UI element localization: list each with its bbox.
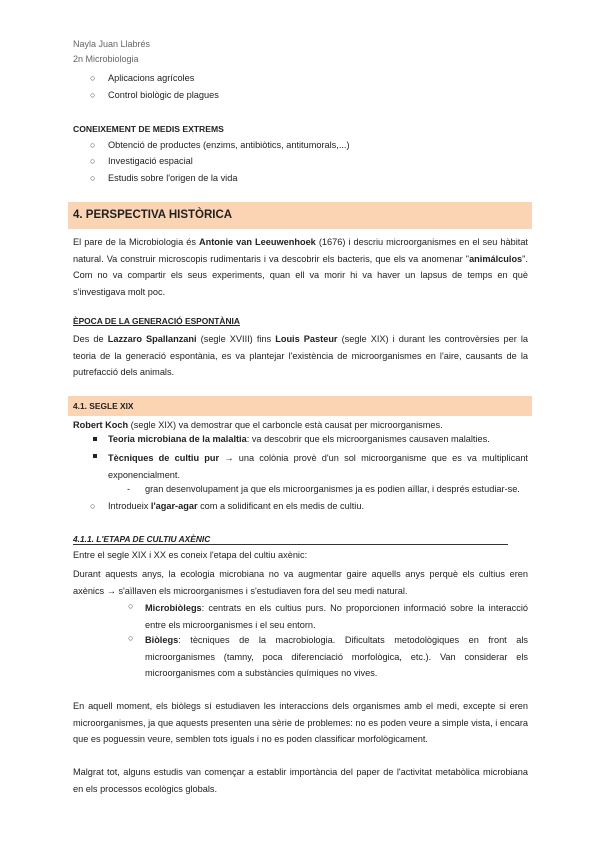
list-item: Biòlegs: tècniques de la macrobiologia. Dificultats metodològiques en front als microorganismes (tamny, poca diferenciació morfològica, etc.). Van considerar els microorganismes com a substàncies químiques no vives. — [145, 635, 528, 678]
course-name: 2n Microbiologia — [73, 54, 139, 64]
extreme-title: CONEIXEMENT DE MEDIS EXTREMS — [73, 124, 224, 134]
bullet-circle: ○ — [128, 601, 134, 611]
title-underline — [73, 544, 508, 545]
list-item: Obtenció de productes (enzims, antibiòtics, antitumorals,...) — [108, 140, 350, 150]
sub-item: gran desenvolupament ja que els microorganismes ja es podien aïllar, i després estudiar-se. — [145, 484, 520, 494]
bullet-circle: ○ — [90, 140, 96, 150]
bullet-circle: ○ — [90, 90, 96, 100]
bullet-circle: ○ — [90, 156, 96, 166]
paragraph: Malgrat tot, alguns estudis van començar a establir importància del paper de l'activitat metabòlica microbiana en els processos ecològics globals. — [73, 767, 528, 794]
list-item: Investigació espacial — [108, 156, 193, 166]
subsubsection-title: 4.1.1. L'ETAPA DE CULTIU AXÈNIC — [73, 534, 211, 544]
subsection-title: 4.1. SEGLE XIX — [73, 401, 134, 411]
author-name: Nayla Juan Llabrés — [73, 39, 151, 49]
bullet-square — [93, 454, 97, 458]
bullet-circle: ○ — [90, 173, 96, 183]
paragraph: Entre el segle XIX i XX es coneix l'etapa del cultiu axènic: — [73, 550, 308, 560]
subsection-heading-band — [68, 396, 532, 416]
paragraph: Durant aquests anys, la ecologia microbiana no va augmentar gaire aquells anys perquè els cultius eren axènics → s'aïllaven els microorganismes i s'estudiaven fora del seu medi natural. — [73, 569, 528, 596]
dash-bullet: - — [127, 484, 131, 494]
list-item: Introdueix l'agar-agar com a solidificant en els medis de cultiu. — [108, 501, 365, 511]
bullet-circle: ○ — [90, 501, 96, 511]
paragraph: En aquell moment, els biòlegs sí estudiaven les interaccions dels organismes amb el medi, excepte si eren microorganismes, ja que aquests presenten una sèrie de problemes: no es poden veure a simple vista, i encara que es poguessin veure, semblen tots iguals i no es poden classificar morfològicament. — [73, 701, 528, 744]
list-item: Estudis sobre l'origen de la vida — [108, 173, 238, 183]
list-item: Teoria microbiana de la malaltia: va descobrir que els microorganismes causaven malalties. — [108, 434, 490, 444]
section-title: 4. PERSPECTIVA HISTÒRICA — [73, 209, 233, 221]
bullet-square — [93, 437, 97, 441]
koch-line: Robert Koch (segle XIX) va demostrar que el carboncle està causat per microorganismes. — [73, 420, 443, 430]
generacio-paragraph: Des de Lazzaro Spallanzani (segle XVIII) fins Louis Pasteur (segle XIX) i durant les controvèrsies per la teoria de la generació espontània, es va plantejar l'existència de microorganismes en l'aire, causants de la putrefacció dels animals. — [73, 334, 528, 377]
intro-paragraph: El pare de la Microbiologia és Antonie van Leeuwenhoek (1676) i descriu microorganismes en el seu hàbitat natural. Va construir microscopis rudimentaris i va descobrir els bacteris, que els va anomenar "animálculos". Com no va compartir els seus experiments, quan ell va morir hi va haver un lapsus de temps en què s'investigava molt poc. — [73, 237, 528, 297]
list-item: Microbiòlegs: centrats en els cultius purs. No proporcionen informació sobre la interacció entre els microorganismes i el seu entorn. — [145, 603, 528, 630]
bullet-circle: ○ — [128, 633, 134, 643]
list-item: Tècniques de cultiu pur → una colònia provè d'un sol microorganisme que es va multiplicant exponencialment. — [108, 453, 528, 480]
list-item: Aplicacions agrícoles — [108, 73, 195, 83]
list-item: Control biològic de plagues — [108, 90, 219, 100]
subsection-title: ÈPOCA DE LA GENERACIÓ ESPONTÀNIA — [73, 316, 240, 326]
bullet-circle: ○ — [90, 73, 96, 83]
